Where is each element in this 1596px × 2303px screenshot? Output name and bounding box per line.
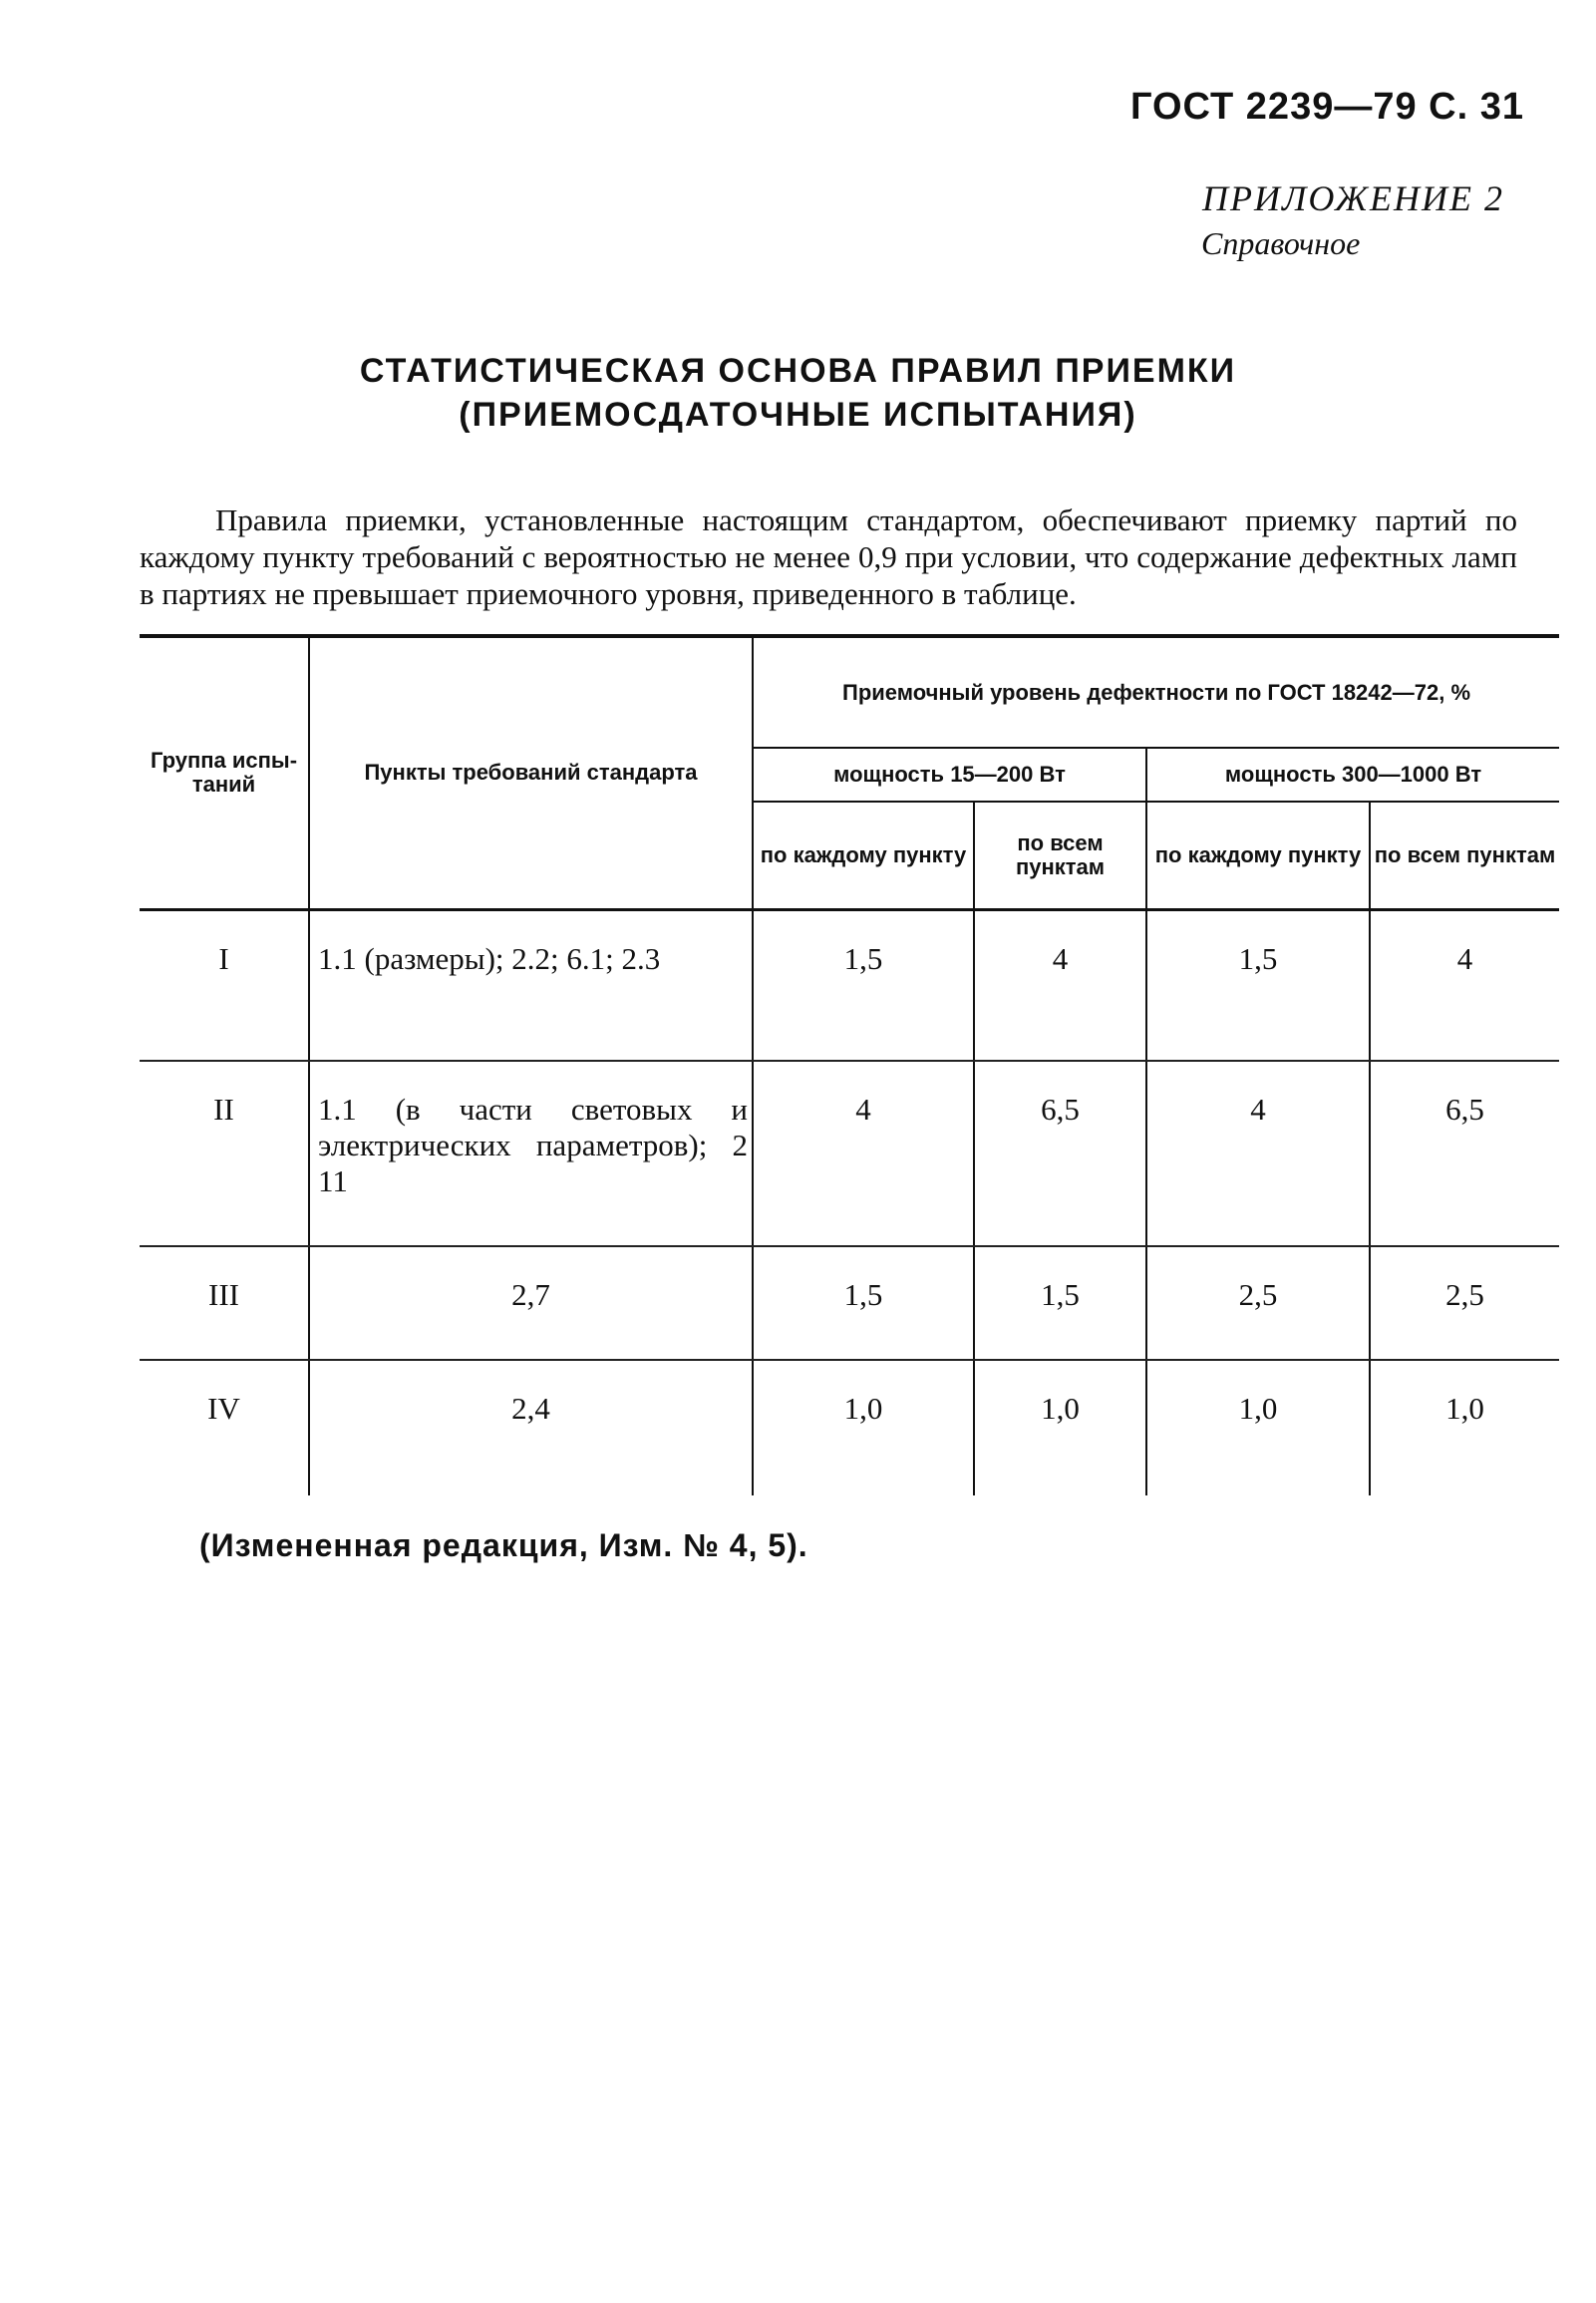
- requirements-cell: 1.1 (размеры); 2.2; 6.1; 2.3: [309, 909, 753, 1061]
- value-cell: 1,5: [1146, 909, 1370, 1061]
- group-cell: II: [140, 1061, 309, 1246]
- amendment-note: (Измененная редакция, Изм. № 4, 5).: [199, 1527, 808, 1563]
- requirements-cell: 2,7: [309, 1246, 753, 1360]
- value-cell: 4: [1370, 909, 1559, 1061]
- value-cell: 1,0: [753, 1360, 974, 1495]
- title-line-1: СТАТИСТИЧЕСКАЯ ОСНОВА ПРАВИЛ ПРИЕМКИ: [359, 352, 1237, 390]
- value-cell: 2,5: [1146, 1246, 1370, 1360]
- table-row: [140, 1246, 1559, 1360]
- value-cell: 1,0: [1370, 1360, 1559, 1495]
- table-row: [140, 1061, 1559, 1246]
- value-cell: 4: [974, 909, 1146, 1061]
- page-title: [0, 349, 1596, 437]
- intro-paragraph: Правила приемки, установленные настоящим стандартом, обеспечивают приемку партий по каждому пункту требований с вероятностью не менее 0,9 при условии, что содержание дефектных ламп в партиях не превышает приемочного уровня, приведенного в таблице.: [140, 502, 1517, 611]
- value-cell: 6,5: [1370, 1061, 1559, 1246]
- header-power-low: мощность 15—200 Вт: [753, 748, 1146, 802]
- value-cell: 1,5: [753, 1246, 974, 1360]
- header-power-high: мощность 300—1000 Вт: [1146, 748, 1559, 802]
- appendix-type: Справочное: [1201, 225, 1361, 261]
- value-cell: 2,5: [1370, 1246, 1559, 1360]
- group-cell: IV: [207, 1391, 240, 1426]
- title-line-2: (ПРИЕМОСДАТОЧНЫЕ ИСПЫТАНИЯ): [459, 396, 1137, 434]
- header-requirements: Пункты требований стандарта: [309, 636, 753, 909]
- table-row: [140, 1360, 1559, 1495]
- header-all-items-low: по всем пунктам: [974, 802, 1146, 909]
- value-cell: 6,5: [974, 1061, 1146, 1246]
- acceptance-table: [140, 634, 1559, 1495]
- group-cell: I: [140, 909, 309, 1061]
- table-row: [140, 909, 1559, 1061]
- header-acceptance-level: Приемочный уровень дефектности по ГОСТ 18242—72, %: [753, 636, 1559, 748]
- header-per-item-low: по каждому пункту: [753, 802, 974, 909]
- value-cell: 1,5: [974, 1246, 1146, 1360]
- value-cell: 4: [753, 1061, 974, 1246]
- header-per-item-high: по каждому пункту: [1146, 802, 1370, 909]
- value-cell: 4: [1146, 1061, 1370, 1246]
- value-cell: 1,0: [974, 1360, 1146, 1495]
- requirements-cell: 1.1 (в части световых и электрических параметров); 2 11: [309, 1061, 753, 1246]
- appendix-label: ПРИЛОЖЕНИЕ 2: [1202, 178, 1504, 218]
- value-cell: 1,5: [753, 909, 974, 1061]
- header-group: Группа испы-таний: [150, 748, 298, 798]
- group-cell: III: [140, 1246, 309, 1360]
- requirements-cell: 2,4: [309, 1360, 753, 1495]
- value-cell: 1,0: [1146, 1360, 1370, 1495]
- header-all-items-high: по всем пунктам: [1370, 802, 1559, 909]
- document-code: ГОСТ 2239—79 С. 31: [1129, 86, 1524, 128]
